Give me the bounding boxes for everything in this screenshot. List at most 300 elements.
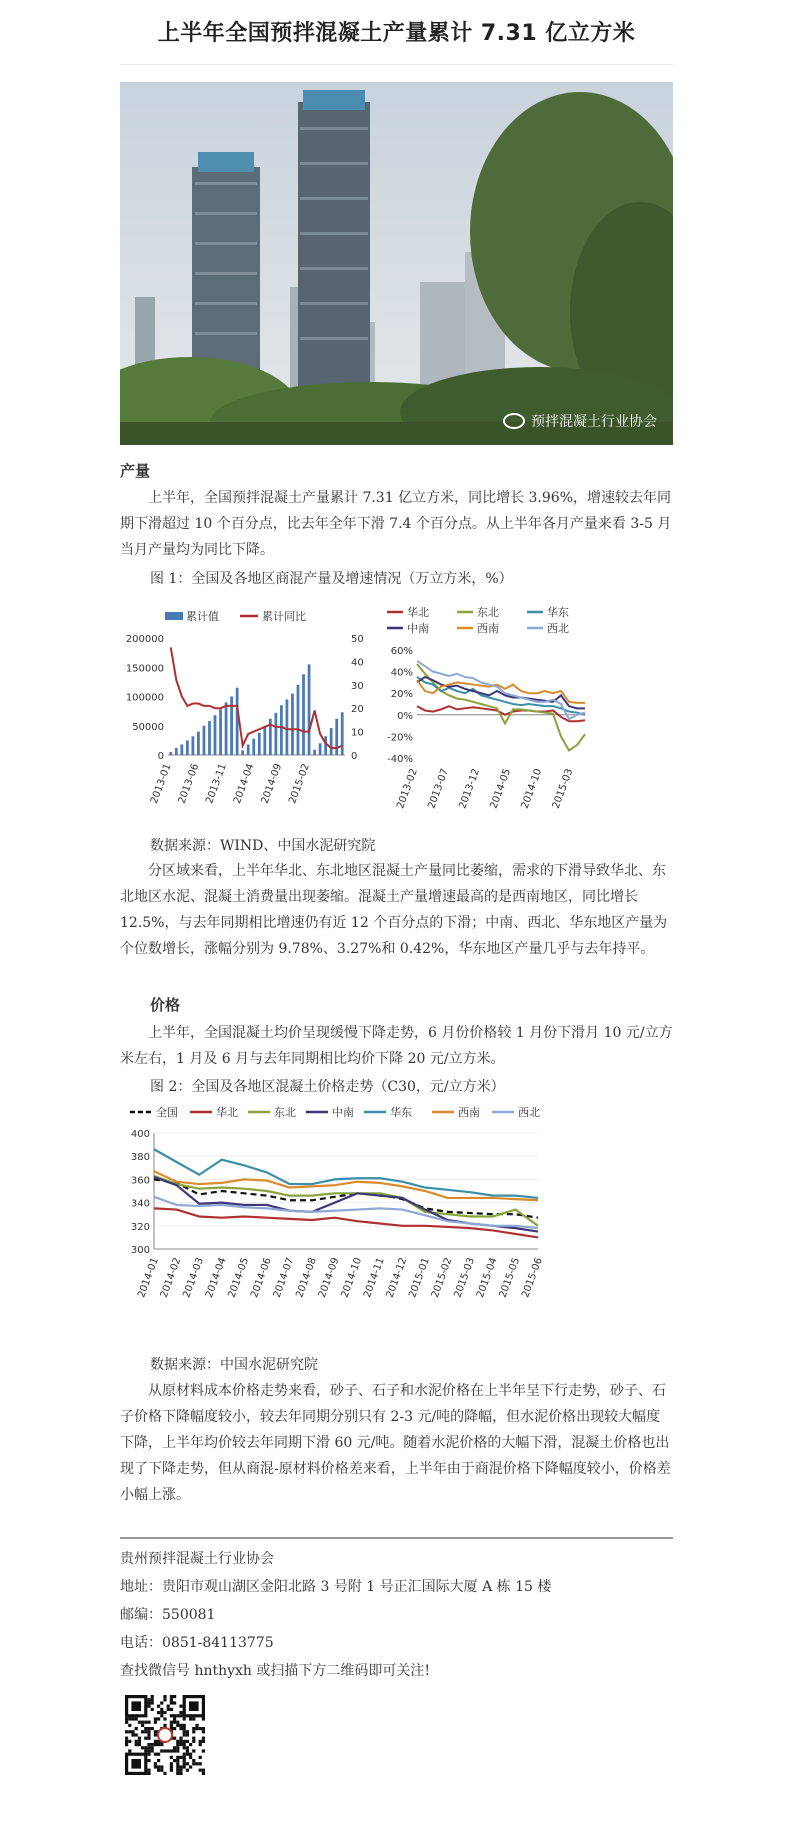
qr-module: [173, 1701, 176, 1704]
qr-module: [176, 1756, 179, 1759]
qr-module: [183, 1724, 186, 1727]
output-paragraph-1: 上半年，全国预拌混凝土产量累计 7.31 亿立方米，同比增长 3.96%，增速较去年同期下滑超过 10 个百分点，比去年全年下滑 7.4 个百分点。从上半年各月产量来看 3-5 月当月产量均为同比下降。: [120, 490, 672, 558]
legend-label: 西北: [518, 1106, 540, 1119]
qr-module: [170, 1762, 173, 1765]
legend-label: 西南: [477, 622, 499, 635]
qr-module: [183, 1730, 186, 1733]
bar: [175, 748, 178, 755]
qr-module: [202, 1737, 205, 1740]
qr-module: [179, 1772, 182, 1775]
qr-module: [173, 1714, 176, 1717]
legend-label: 华东: [390, 1106, 412, 1119]
bar: [214, 715, 217, 755]
qr-module: [179, 1740, 182, 1743]
qr-module: [147, 1721, 150, 1724]
qr-module: [189, 1753, 192, 1756]
qr-module: [135, 1717, 138, 1720]
y-tick-label: -40%: [387, 754, 413, 765]
qr-module: [202, 1749, 205, 1752]
page-title: 上半年全国预拌混凝土产量累计 7.31 亿立方米: [157, 21, 636, 46]
qr-module: [157, 1753, 160, 1756]
qr-module: [151, 1749, 154, 1752]
qr-module: [183, 1717, 186, 1720]
qr-module: [147, 1759, 150, 1762]
x-tick-label: 2014-09: [259, 762, 285, 806]
qr-module: [183, 1756, 186, 1759]
qr-module: [141, 1746, 144, 1749]
qr-module: [157, 1705, 160, 1708]
qr-module: [151, 1701, 154, 1704]
figure-2-chart: [120, 1100, 620, 1345]
qr-module: [176, 1772, 179, 1775]
qr-module: [192, 1740, 195, 1743]
qr-module: [176, 1749, 179, 1752]
qr-module: [170, 1695, 173, 1698]
y-tick-label: 300: [130, 1245, 150, 1256]
y-tick-label: 60%: [390, 646, 413, 657]
y-right-tick-label: 40: [351, 657, 364, 669]
section-heading-price: 价格: [150, 996, 181, 1014]
qr-module: [163, 1749, 166, 1752]
y-right-tick-label: 50: [351, 634, 364, 645]
qr-module: [125, 1743, 128, 1746]
bar: [192, 736, 195, 755]
qr-module: [147, 1727, 150, 1730]
legend-label: 华北: [216, 1106, 238, 1119]
qr-module: [157, 1711, 160, 1714]
y-right-tick-label: 0: [351, 751, 358, 762]
qr-module: [135, 1743, 138, 1746]
x-tick-label: 2014-07: [271, 1256, 297, 1300]
qr-logo-icon: [158, 1728, 172, 1742]
footer-address: 地址：贵阳市观山湖区金阳北路 3 号附 1 号正汇国际大厦 A 栋 15 楼: [120, 1579, 552, 1595]
legend-label: 东北: [477, 606, 499, 619]
qr-module: [192, 1727, 195, 1730]
x-tick-label: 2014-05: [226, 1256, 252, 1300]
qr-module: [138, 1737, 141, 1740]
qr-module: [179, 1724, 182, 1727]
qr-module: [163, 1717, 166, 1720]
footer-org: 贵州预拌混凝土行业协会: [120, 1551, 274, 1567]
x-tick-label: 2014-04: [231, 762, 257, 806]
bar: [313, 750, 316, 755]
qr-module: [151, 1698, 154, 1701]
qr-finder-core: [131, 1759, 141, 1769]
qr-module: [183, 1753, 186, 1756]
x-tick-label: 2014-03: [181, 1256, 206, 1300]
bar: [203, 726, 206, 755]
qr-module: [151, 1727, 154, 1730]
section-heading-output: 产量: [120, 462, 151, 480]
qr-module: [199, 1727, 202, 1730]
qr-finder-core: [131, 1701, 141, 1711]
qr-module: [141, 1730, 144, 1733]
qr-module: [125, 1740, 128, 1743]
qr-module: [202, 1717, 205, 1720]
qr-module: [195, 1762, 198, 1765]
x-tick-label: 2015-05: [497, 1256, 523, 1300]
x-tick-label: 2015-06: [520, 1256, 545, 1300]
y-tick-label: 400: [130, 1129, 150, 1140]
qr-module: [183, 1746, 186, 1749]
y-right-tick-label: 20: [351, 704, 364, 716]
qr-module: [160, 1743, 163, 1746]
legend-label: 西北: [547, 622, 569, 635]
qr-module: [179, 1756, 182, 1759]
series-line: [154, 1171, 538, 1200]
legend-label-cum: 累计值: [186, 610, 219, 623]
qr-module: [151, 1746, 154, 1749]
qr-module: [170, 1701, 173, 1704]
qr-module: [144, 1730, 147, 1733]
qr-module: [183, 1743, 186, 1746]
qr-module: [199, 1743, 202, 1746]
qr-module: [154, 1733, 157, 1736]
qr-module: [154, 1743, 157, 1746]
qr-module: [151, 1695, 154, 1698]
qr-module: [189, 1743, 192, 1746]
qr-module: [179, 1711, 182, 1714]
qr-module: [192, 1762, 195, 1765]
bar: [302, 674, 305, 755]
qr-module: [147, 1737, 150, 1740]
qr-module: [170, 1708, 173, 1711]
y-right-tick-label: 30: [351, 680, 364, 692]
qr-module: [147, 1705, 150, 1708]
qr-module: [135, 1733, 138, 1736]
figure-2-source: 数据来源：中国水泥研究院: [150, 1357, 318, 1373]
y-left-tick-label: 150000: [125, 663, 164, 675]
bar: [274, 713, 277, 755]
qr-module: [199, 1762, 202, 1765]
qr-module: [186, 1753, 189, 1756]
qr-module: [154, 1721, 157, 1724]
qr-module: [163, 1711, 166, 1714]
qr-module: [138, 1721, 141, 1724]
qr-module: [179, 1705, 182, 1708]
bar: [208, 721, 211, 755]
qr-module: [183, 1765, 186, 1768]
qr-module: [202, 1769, 205, 1772]
qr-module: [144, 1737, 147, 1740]
y-tick-label: 360: [130, 1175, 150, 1187]
qr-module: [192, 1759, 195, 1762]
qr-module: [179, 1727, 182, 1730]
qr-module: [179, 1714, 182, 1717]
y-left-tick-label: 100000: [125, 692, 164, 704]
qr-module: [151, 1743, 154, 1746]
y-tick-label: 40%: [390, 667, 413, 679]
bar: [263, 726, 266, 755]
bar: [341, 712, 344, 755]
y-right-tick-label: 10: [351, 727, 364, 739]
qr-module: [160, 1714, 163, 1717]
qr-module: [160, 1749, 163, 1752]
bar: [186, 740, 189, 755]
footer-wechat: 查找微信号 hnthyxh 或扫描下方二维码即可关注!: [120, 1663, 431, 1679]
qr-module: [179, 1769, 182, 1772]
qr-module: [154, 1717, 157, 1720]
qr-module: [199, 1769, 202, 1772]
qr-module: [176, 1762, 179, 1765]
bar: [286, 699, 289, 755]
footer-postcode: 邮编：550081: [120, 1607, 216, 1623]
qr-module: [147, 1701, 150, 1704]
qr-module: [199, 1756, 202, 1759]
article-photo: [120, 82, 673, 445]
qr-module: [147, 1733, 150, 1736]
legend-label: 西南: [458, 1106, 480, 1119]
qr-module: [157, 1769, 160, 1772]
qr-module: [173, 1737, 176, 1740]
legend-label: 华北: [407, 606, 429, 619]
qr-module: [160, 1708, 163, 1711]
legend-label: 全国: [156, 1106, 178, 1119]
article: [120, 0, 673, 1679]
qr-module: [128, 1740, 131, 1743]
qr-module: [179, 1765, 182, 1768]
qr-module: [183, 1740, 186, 1743]
qr-module: [163, 1695, 166, 1698]
qr-module: [173, 1695, 176, 1698]
city-skyline-image: [120, 82, 673, 445]
qr-module: [176, 1743, 179, 1746]
y-left-tick-label: 200000: [125, 634, 164, 645]
qr-module: [125, 1721, 128, 1724]
y-left-tick-label: 50000: [132, 721, 164, 733]
qr-module: [192, 1737, 195, 1740]
qr-module: [170, 1756, 173, 1759]
x-tick-label: 2014-04: [203, 1256, 229, 1300]
qr-module: [154, 1762, 157, 1765]
qr-module: [154, 1740, 157, 1743]
series-line: [154, 1197, 538, 1228]
x-tick-label: 2014-10: [339, 1256, 365, 1300]
y-tick-label: 380: [130, 1152, 150, 1164]
x-tick-label: 2013-02: [395, 767, 420, 811]
qr-module: [170, 1698, 173, 1701]
legend-swatch-bar: [165, 612, 183, 620]
qr-module: [138, 1743, 141, 1746]
qr-module: [157, 1717, 160, 1720]
y-tick-label: -20%: [387, 732, 413, 744]
qr-module: [189, 1756, 192, 1759]
qr-module: [163, 1724, 166, 1727]
x-tick-label: 2014-09: [316, 1256, 342, 1300]
bar: [297, 685, 300, 755]
qr-module: [199, 1740, 202, 1743]
qr-finder-core: [189, 1701, 199, 1711]
figure-2-caption: 图 2：全国及各地区混凝土价格走势（C30，元/立方米）: [150, 1079, 505, 1095]
legend-label-yoy: 累计同比: [262, 610, 306, 623]
qr-module: [170, 1714, 173, 1717]
qr-module: [135, 1727, 138, 1730]
legend-label: 中南: [407, 622, 429, 635]
qr-module: [170, 1721, 173, 1724]
y-tick-label: 340: [130, 1198, 150, 1210]
qr-module: [170, 1749, 173, 1752]
qr-module: [186, 1733, 189, 1736]
bar: [197, 732, 200, 755]
qr-module: [183, 1759, 186, 1762]
legend-label: 东北: [274, 1106, 296, 1119]
qr-module: [131, 1733, 134, 1736]
qr-module: [135, 1740, 138, 1743]
y-tick-label: 20%: [390, 689, 413, 701]
qr-module: [131, 1717, 134, 1720]
bar: [291, 694, 294, 755]
qr-module: [170, 1769, 173, 1772]
price-paragraph-1: 上半年，全国混凝土均价呈现缓慢下降走势，6 月份价格较 1 月份下滑月 10 元/立方米左右，1 月及 6 月与去年同期相比均价下降 20 元/立方米。: [120, 1025, 673, 1067]
qr-module: [157, 1743, 160, 1746]
qr-module: [147, 1730, 150, 1733]
bar: [236, 688, 239, 755]
bar: [252, 739, 255, 755]
qr-module: [186, 1746, 189, 1749]
qr-module: [154, 1753, 157, 1756]
qr-code[interactable]: [125, 1695, 205, 1775]
bar: [319, 743, 322, 755]
qr-module: [176, 1765, 179, 1768]
y-left-tick-label: 0: [157, 751, 164, 762]
qr-module: [144, 1746, 147, 1749]
qr-module: [195, 1724, 198, 1727]
x-tick-label: 2015-02: [429, 1256, 455, 1300]
qr-module: [170, 1724, 173, 1727]
qr-module: [173, 1759, 176, 1762]
qr-module: [147, 1698, 150, 1701]
qr-module: [160, 1701, 163, 1704]
qr-module: [160, 1769, 163, 1772]
x-tick-label: 2014-01: [136, 1256, 161, 1300]
qr-module: [154, 1730, 157, 1733]
qr-module: [192, 1717, 195, 1720]
qr-module: [154, 1765, 157, 1768]
x-tick-label: 2015-04: [475, 1256, 500, 1300]
x-tick-label: 2015-03: [550, 767, 576, 811]
qr-module: [176, 1769, 179, 1772]
x-tick-label: 2014-12: [384, 1256, 410, 1300]
qr-module: [160, 1765, 163, 1768]
qr-module: [173, 1721, 176, 1724]
title-divider: [120, 64, 673, 65]
qr-module: [192, 1730, 195, 1733]
qr-module: [202, 1772, 205, 1775]
qr-module: [189, 1717, 192, 1720]
qr-module: [125, 1737, 128, 1740]
qr-module: [147, 1769, 150, 1772]
x-tick-label: 2013-06: [176, 762, 202, 806]
fig1-left-legend: [165, 609, 306, 623]
bar: [219, 709, 222, 755]
qr-module: [144, 1749, 147, 1752]
series-line-yoy: [171, 647, 342, 748]
figure-1-caption: 图 1：全国及各地区商混产量及增速情况（万立方米，%）: [150, 571, 513, 587]
qr-module: [176, 1721, 179, 1724]
x-tick-label: 2013-12: [457, 767, 483, 811]
x-tick-label: 2014-11: [362, 1256, 387, 1300]
qr-module: [167, 1749, 170, 1752]
y-tick-label: 0%: [397, 710, 413, 722]
x-tick-label: 2014-10: [519, 767, 545, 811]
qr-module: [192, 1749, 195, 1752]
qr-module: [157, 1759, 160, 1762]
qr-module: [176, 1759, 179, 1762]
qr-module: [195, 1727, 198, 1730]
qr-module: [183, 1762, 186, 1765]
qr-module: [151, 1708, 154, 1711]
qr-module: [167, 1708, 170, 1711]
qr-module: [128, 1724, 131, 1727]
qr-module: [141, 1724, 144, 1727]
qr-module: [128, 1749, 131, 1752]
bar: [335, 719, 338, 755]
bar: [330, 728, 333, 755]
qr-module: [141, 1721, 144, 1724]
figure-1-right-chart: [375, 598, 673, 828]
qr-module: [128, 1730, 131, 1733]
qr-module: [202, 1740, 205, 1743]
price-paragraph-2: 从原材料成本价格走势来看，砂子、石子和水泥价格在上半年呈下行走势，砂子、石子价格下降幅度较小，较去年同期分别只有 2-3 元/吨的降幅，但水泥价格出现较大幅度下降，上半年均价较去年同期下滑 60 元/吨。随着水泥价格的大幅下滑，混凝土价格也出现了下降走势，但从商混-原材料价格差来看，上半年由于商混价格下降幅度较小，价格差小幅上涨。: [120, 1383, 671, 1503]
qr-module: [163, 1698, 166, 1701]
qr-module: [144, 1721, 147, 1724]
qr-module: [125, 1717, 128, 1720]
qr-module: [170, 1765, 173, 1768]
qr-module: [167, 1705, 170, 1708]
qr-module: [144, 1727, 147, 1730]
qr-module: [173, 1746, 176, 1749]
wechat-icon: [503, 413, 525, 429]
qr-module: [183, 1733, 186, 1736]
qr-module: [138, 1740, 141, 1743]
x-tick-label: 2015-01: [407, 1256, 432, 1300]
qr-module: [186, 1769, 189, 1772]
x-tick-label: 2014-05: [488, 767, 514, 811]
x-tick-label: 2013-11: [204, 762, 229, 806]
bar: [225, 702, 228, 755]
qr-module: [147, 1749, 150, 1752]
qr-module: [147, 1743, 150, 1746]
qr-module: [179, 1743, 182, 1746]
qr-module: [160, 1711, 163, 1714]
bar: [247, 744, 250, 755]
bar: [241, 750, 244, 755]
x-tick-label: 2014-06: [249, 1256, 274, 1300]
qr-module: [128, 1717, 131, 1720]
output-paragraph-2: 分区域来看，上半年华北、东北地区混凝土产量同比萎缩，需求的下滑导致华北、东北地区水泥、混凝土消费量出现萎缩。混凝土产量增速最高的是西南地区，同比增长 12.5%，与去年同期相比增速仍有近 12 个百分点的下滑；中南、西北、华东地区产量为个位数增长，涨幅分别为 9.78%、3.27%和 0.42%，华东地区产量几乎与去年持平。: [120, 863, 668, 957]
qr-module: [147, 1746, 150, 1749]
qr-module: [202, 1730, 205, 1733]
qr-module: [186, 1730, 189, 1733]
x-tick-label: 2014-02: [158, 1256, 184, 1300]
qr-module: [173, 1717, 176, 1720]
bar: [324, 736, 327, 755]
qr-module: [202, 1727, 205, 1730]
footer-divider: [120, 1537, 673, 1539]
qr-module: [186, 1740, 189, 1743]
qr-module: [163, 1772, 166, 1775]
footer-phone: 电话：0851-84113775: [120, 1635, 274, 1651]
qr-module: [125, 1730, 128, 1733]
bar: [169, 752, 172, 755]
qr-module: [131, 1730, 134, 1733]
x-tick-label: 2015-02: [287, 762, 312, 806]
qr-module: [186, 1762, 189, 1765]
qr-module: [147, 1772, 150, 1775]
legend-label: 华东: [547, 606, 569, 619]
qr-module: [173, 1749, 176, 1752]
x-tick-label: 2014-08: [294, 1256, 319, 1300]
